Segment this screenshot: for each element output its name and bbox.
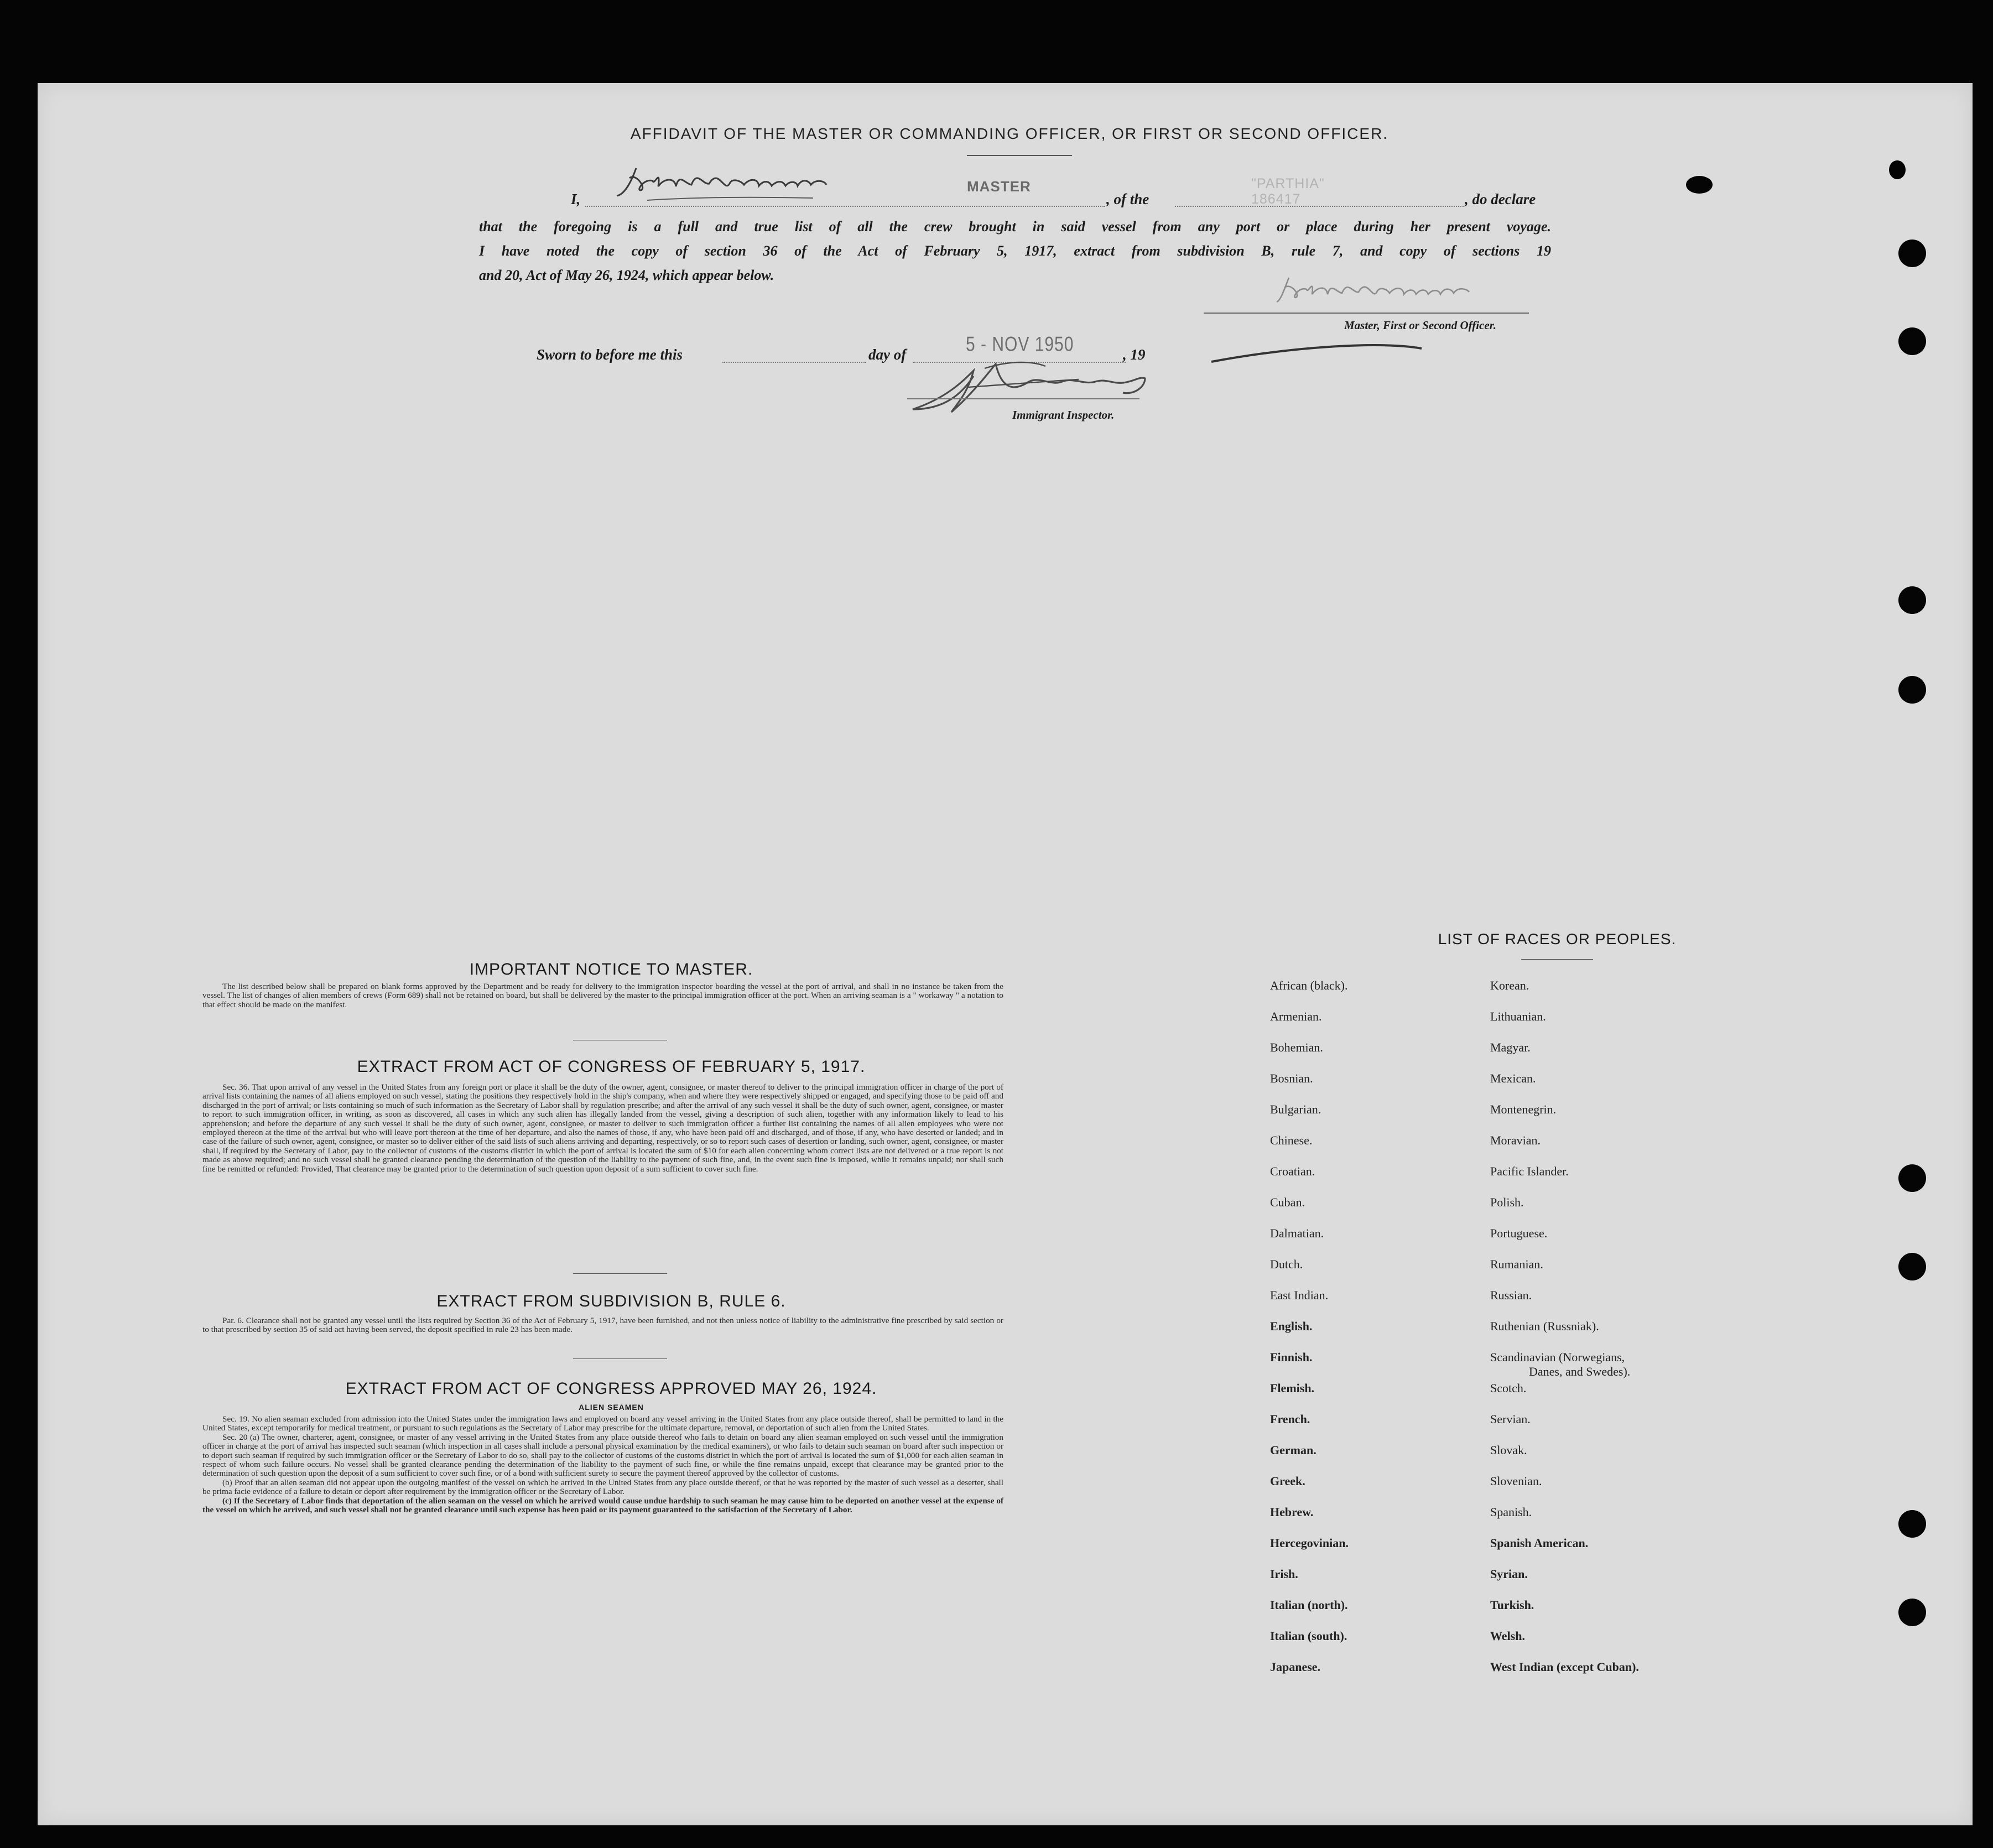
race-item: Bosnian. bbox=[1270, 1071, 1313, 1085]
binder-hole bbox=[1898, 240, 1926, 267]
master-handwritten-name bbox=[614, 162, 874, 206]
extract-1917-divider bbox=[573, 1273, 667, 1274]
race-item: Moravian. bbox=[1490, 1133, 1541, 1147]
sworn-label: Sworn to before me this bbox=[537, 346, 683, 363]
rank-stamp: MASTER bbox=[967, 178, 1031, 195]
section-20a-paragraph: Sec. 20 (a) The owner, charterer, agent, consignee, or master of any vessel arriving in the United States from any place outside thereof who fails to detain on board any alien seaman employed on such vessel until the immigration officer in charge at the port of arrival has inspected such seaman (which inspection in all cases shall include a personal physical examination by the medical examiners), or who fails to detain such seaman on board after such inspection or to deport such seaman if required by such immigration officer or the Secretary of Labor to do so, shall pay to the collector of customs of the customs district in which the port of arrival is located the sum of $1,000 for each alien seaman in respect of whom such failure occurs. No vessel shall be granted clearance pending the determination of the liability to the payment of such fine, or while the fine remains unpaid, except that clearance may be granted prior to the determination of such question upon the deposit of a sum sufficient to cover such fine, or of a bond with sufficient surety to secure the payment thereof approved by the collector of customs. bbox=[202, 1432, 1003, 1479]
race-item: Greek. bbox=[1270, 1474, 1305, 1488]
affidavit-line-2: I have noted the copy of section 36 of the Act of February 5, 1917, extract from subdivision B, rule 7, and copy of sections 19 bbox=[479, 243, 1551, 259]
of-the-label: , of the bbox=[1106, 191, 1149, 207]
ship-number-stamp: 186417 bbox=[1251, 191, 1301, 207]
race-item: Portuguese. bbox=[1490, 1226, 1548, 1240]
affidavit-line-1: that the foregoing is a full and true list of all the crew brought in said vessel from any port or place during her present voyage. bbox=[479, 218, 1551, 235]
notice-paragraph: The list described below shall be prepared on blank forms approved by the Department and be ready for delivery to the immigration inspector boarding the vessel at the port of arrival, and shall in no instance be taken from the vessel. The list of changes of alien members of crews (Form 689) shall not be retained on board, but shall be delivered by the master to the principal immigration officer at the port. When an arriving seaman is a " workaway " a notation to that effect should be made on the manifest. bbox=[202, 982, 1003, 1009]
races-divider bbox=[1521, 959, 1593, 960]
race-item: Irish. bbox=[1270, 1567, 1298, 1581]
year-label: , 19 bbox=[1123, 346, 1146, 363]
race-item: Turkish. bbox=[1490, 1598, 1534, 1612]
race-item: Dalmatian. bbox=[1270, 1226, 1324, 1240]
race-item: Dutch. bbox=[1270, 1257, 1303, 1271]
paragraph-6: Par. 6. Clearance shall not be granted any vessel until the lists required by Section 36 of the Act of February 5, 1917, have been furnished, and not then unless notice of liability to the administrative fine prescribed by said section or to that prescribed by section 35 of said act having been served, the deposit specified in rule 23 has been made. bbox=[202, 1316, 1003, 1335]
section-20b-paragraph: (b) Proof that an alien seaman did not appear upon the outgoing manifest of the vessel on which he arrived in the United States from any place outside thereof, or that he was reported by the master of such vessel as a deserter, shall be prima facie evidence of a failure to detain or deport after requirement by the immigration officer or the Secretary of Labor. bbox=[202, 1477, 1003, 1497]
ship-name-stamp: "PARTHIA" bbox=[1251, 176, 1325, 191]
race-item: Mexican. bbox=[1490, 1071, 1536, 1085]
inspector-line bbox=[907, 398, 1139, 399]
race-item: Bohemian. bbox=[1270, 1040, 1323, 1054]
race-item: Ruthenian (Russniak). bbox=[1490, 1319, 1599, 1333]
alien-seamen-subtitle: ALIEN SEAMEN bbox=[579, 1403, 644, 1412]
binder-hole bbox=[1898, 1253, 1926, 1280]
race-item: Hebrew. bbox=[1270, 1505, 1314, 1519]
extract-1924-text bbox=[202, 1415, 1003, 1514]
section-19-paragraph: Sec. 19. No alien seaman excluded from admission into the United States under the immigration laws and employed on board any vessel arriving in the United States from any place outside thereof, shall be permitted to land in the United States, except temporarily for medical treatment, or pursuant to such regulations as the Secretary of Labor may prescribe for the ultimate departure, removal, or deportation of such alien from the United States. bbox=[202, 1414, 1003, 1433]
affidavit-title: AFFIDAVIT OF THE MASTER OR COMMANDING OFFICER, OR FIRST OR SECOND OFFICER. bbox=[630, 125, 1389, 142]
section-36-paragraph: Sec. 36. That upon arrival of any vessel in the United States from any foreign port or place it shall be the duty of the owner, agent, consignee, or master thereof to deliver to the principal immigration officer in charge of the port of arrival lists containing the names of all aliens employed on such vessel, stating the positions they respectively hold in the ship's company, when and where they were respectively shipped or engaged, and specifying those to be paid off and discharged in the port of arrival; or lists containing so much of such information as the Secretary of Labor shall by regulation prescribe; and after the arrival of any such vessel it shall be the duty of such owner, agent, consignee, or master to report to such immigration officer, in writing, as soon as discovered, all cases in which any such alien has illegally landed from the vessel, giving a description of such alien, together with any information likely to lead to his apprehension; and before the departure of any such vessel it shall be the duty of such owner, agent, consignee, or master to deliver to such immigration officer a further list containing the names of all alien employees who were not employed thereon at the time of the arrival but who will leave port thereon at the time of her departure, and also the names of those, if any, who have been paid off and discharged, and of those, if any, who have deserted or landed; and in case of the failure of such owner, agent, consignee, or master so to deliver either of the said lists of such aliens arriving and departing, respectively, or so to report such cases of desertion or landing, such owner, agent, consignee, or master shall, if required by the Secretary of Labor, pay to the collector of customs of the customs district in which the port of arrival is located the sum of $10 for each alien concerning whom correct lists are not delivered or a true report is not made as above required; and no such vessel shall be granted clearance pending the determination of the question of the liability to the payment of such fine, and, in the event such fine is imposed, while it remains unpaid; nor shall such fine be remitted or refunded: Provided, That clearance may be granted prior to the determination of such question upon deposit of a sum sufficient to cover such fine. bbox=[202, 1082, 1003, 1174]
race-item: English. bbox=[1270, 1319, 1313, 1333]
binder-hole bbox=[1898, 327, 1926, 355]
title-divider bbox=[967, 155, 1072, 156]
race-item: Danes, and Swedes). bbox=[1529, 1365, 1631, 1378]
race-item: African (black). bbox=[1270, 978, 1348, 992]
i-label: I, bbox=[571, 191, 581, 207]
extract-rule6-text bbox=[202, 1316, 1003, 1335]
race-item: Montenegrin. bbox=[1490, 1102, 1557, 1116]
race-item: Welsh. bbox=[1490, 1629, 1525, 1643]
race-item: Korean. bbox=[1490, 978, 1529, 992]
binder-hole bbox=[1898, 1164, 1926, 1192]
notice-title: IMPORTANT NOTICE TO MASTER. bbox=[469, 960, 753, 978]
binder-hole bbox=[1898, 676, 1926, 704]
race-item: Italian (north). bbox=[1270, 1598, 1348, 1612]
inspector-caption: Immigrant Inspector. bbox=[1012, 408, 1115, 421]
races-title: LIST OF RACES OR PEOPLES. bbox=[1438, 930, 1677, 948]
day-of-label: day of bbox=[868, 346, 907, 363]
binder-hole bbox=[1898, 1510, 1926, 1538]
day-blank-line bbox=[722, 362, 866, 363]
notice-text bbox=[202, 982, 1003, 1009]
race-item: Russian. bbox=[1490, 1288, 1532, 1302]
race-item: East Indian. bbox=[1270, 1288, 1329, 1302]
extract-1924-title: EXTRACT FROM ACT OF CONGRESS APPROVED MAY 26, 1924. bbox=[345, 1380, 877, 1398]
race-item: Rumanian. bbox=[1490, 1257, 1543, 1271]
signature-caption: Master, First or Second Officer. bbox=[1344, 319, 1496, 332]
race-item: French. bbox=[1270, 1412, 1310, 1426]
race-item: Polish. bbox=[1490, 1195, 1524, 1209]
binder-hole bbox=[1898, 586, 1926, 614]
race-item: Scotch. bbox=[1490, 1381, 1527, 1395]
extract-rule6-title: EXTRACT FROM SUBDIVISION B, RULE 6. bbox=[436, 1292, 786, 1310]
name-blank-line bbox=[585, 206, 1105, 207]
ink-blot bbox=[1686, 176, 1713, 194]
extract-1917-title: EXTRACT FROM ACT OF CONGRESS OF FEBRUARY 5, 1917. bbox=[357, 1058, 866, 1076]
race-item: Finnish. bbox=[1270, 1350, 1313, 1364]
affidavit-line-3: and 20, Act of May 26, 1924, which appear below. bbox=[479, 267, 774, 283]
binder-hole bbox=[1898, 1599, 1926, 1626]
race-item: Pacific Islander. bbox=[1490, 1164, 1569, 1178]
inspector-signature bbox=[902, 337, 1427, 420]
do-declare-label: , do declare bbox=[1465, 191, 1536, 207]
race-item: Chinese. bbox=[1270, 1133, 1313, 1147]
race-item: German. bbox=[1270, 1443, 1316, 1457]
race-item: Syrian. bbox=[1490, 1567, 1528, 1581]
ship-blank-line bbox=[1175, 206, 1464, 207]
race-item: Slovenian. bbox=[1490, 1474, 1542, 1488]
race-item: Cuban. bbox=[1270, 1195, 1305, 1209]
race-item: Scandinavian (Norwegians, bbox=[1490, 1350, 1625, 1364]
date-stamp: 5 - NOV 1950 bbox=[966, 332, 1074, 356]
race-item: Japanese. bbox=[1270, 1660, 1321, 1674]
extract-rule6-divider bbox=[573, 1358, 667, 1359]
signature-line bbox=[1204, 313, 1529, 314]
race-item: Bulgarian. bbox=[1270, 1102, 1321, 1116]
race-item: Flemish. bbox=[1270, 1381, 1315, 1395]
section-20c-paragraph: (c) If the Secretary of Labor finds that deportation of the alien seaman on the vessel on which he arrived would cause undue hardship to such seaman he may cause him to be deported on another vessel at the expense of the vessel on which he arrived, and such vessel shall not be granted clearance until such expense has been paid or its payment guaranteed to the satisfaction of the Secretary of Labor. bbox=[202, 1496, 1003, 1515]
race-item: Magyar. bbox=[1490, 1040, 1531, 1054]
race-item: Armenian. bbox=[1270, 1009, 1322, 1023]
race-item: Servian. bbox=[1490, 1412, 1531, 1426]
race-item: Hercegovinian. bbox=[1270, 1536, 1349, 1550]
extract-1917-text bbox=[202, 1083, 1003, 1174]
race-item: Spanish American. bbox=[1490, 1536, 1589, 1550]
race-item: Spanish. bbox=[1490, 1505, 1532, 1519]
race-item: Slovak. bbox=[1490, 1443, 1527, 1457]
race-item: West Indian (except Cuban). bbox=[1490, 1660, 1639, 1674]
ink-blot bbox=[1889, 160, 1906, 179]
race-item: Italian (south). bbox=[1270, 1629, 1347, 1643]
master-signature bbox=[1272, 270, 1532, 314]
race-item: Lithuanian. bbox=[1490, 1009, 1546, 1023]
race-item: Croatian. bbox=[1270, 1164, 1315, 1178]
